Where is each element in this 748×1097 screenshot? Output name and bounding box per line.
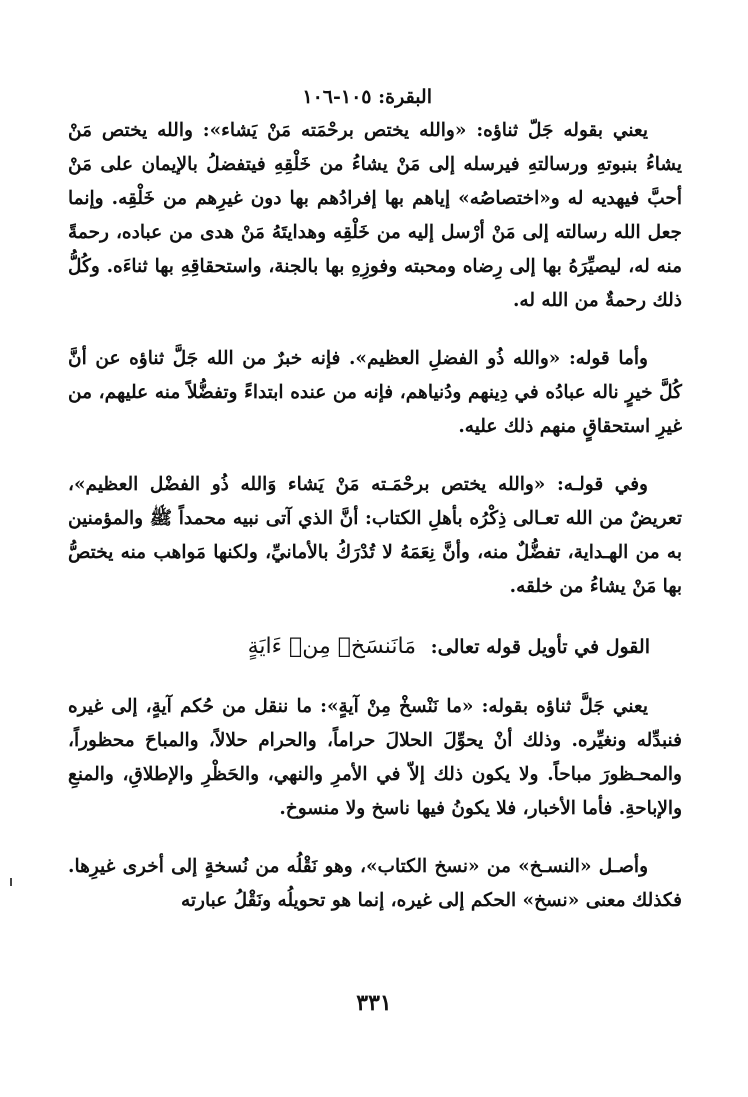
margin-mark xyxy=(10,878,12,886)
section-heading xyxy=(68,630,682,664)
paragraph-4: يعني جَلَّ ثناؤه بقوله: «ما نَنْسخْ مِنْ آيةٍ»: ما ننقل من حُكم آيةٍ، إلى غيره فنبدِّله ونغيِّره. وذلك أنْ يحوِّلَ الحلالَ حراماً، والحرام حلالاً، والمباحَ محظوراً، والمحـظورَ مباحاً. ولا يكون ذلك إلاّ في الأمرِ والنهي، والحَظْرِ والإطلاقِ، والمنعِ والإباحةِ. فأما الأخبار، فلا يكونُ فيها ناسخ ولا منسوخ. xyxy=(68,696,682,819)
paragraph-3: وفي قولـه: «والله يختص برحْمَـته مَنْ يَشاء وَالله ذُو الفضْل العظيم»، تعريضٌ من الله تعـالى ذِكْرُه بأهلِ الكتاب: أنَّ الذي آتى نبيه محمداً ﷺ والمؤمنين به من الهـداية، تفضُّلٌ منه، وأنَّ نِعَمَهُ لا تُدْرَكُ بالأمانيِّ، ولكنها مَواهب منه يختصُّ بها مَنْ يشاءُ من خلقه. xyxy=(68,474,682,597)
paragraph-1: يعني بقوله جَلّ ثناؤه: «والله يختص برحْمَته مَنْ يَشاء»: والله يختص مَنْ يشاءُ بنبوتهِ ورسالتهِ فيرسله إلى مَنْ يشاءُ من خَلْقِهِ فيتفضلُ بالإيمان على مَنْ أحبَّ فيهديه له و«اختصاصُه» إياهم بها إفرادُهم بها دون غيرِهم من خَلْقِه. وإنما جعل الله رسالته إلى مَنْ أرْسل إليه من خَلْقِه وهدايتَهُ مَنْ هدى من عباده، رحمةً منه له، ليصيِّرَهُ بها إلى رِضاه ومحبته وفوزِهِ بها بالجنة، واستحقاقِهِ بها ثناءَه. وكُلُّ ذلك رحمةٌ من الله له. xyxy=(68,120,682,311)
body-text xyxy=(68,114,682,918)
section-heading-lead: القول في تأويل قوله تعالى: xyxy=(430,636,650,658)
paragraph-5: وأصـل «النسـخ» من «نسخ الكتاب»، وهو نَقْلُه من نُسخةٍ إلى أخرى غيرِها. فكذلك معنى «نسخ» الحكم إلى غيره، إنما هو تحويلُه ونَقْلُ عبارته xyxy=(68,856,682,911)
section-heading-verse: مَانَنسَخۡ مِنۡ ءَايَةٍ xyxy=(247,634,416,659)
page-number: ٣٣١ xyxy=(356,990,392,1016)
paragraph-2: وأما قوله: «والله ذُو الفضلِ العظيم». فإنه خبرٌ من الله جَلَّ ثناؤه عن أنَّ كُلَّ خيرٍ ناله عبادُه في دِينهم ودُنياهم، فإنه من عنده ابتداءً وتفضُّلاً منه عليهم، من غيرِ استحقاقٍ منهم ذلك عليه. xyxy=(68,348,682,437)
page-header xyxy=(60,86,682,114)
running-head: البقرة: ١٠٥-١٠٦ xyxy=(302,86,432,108)
